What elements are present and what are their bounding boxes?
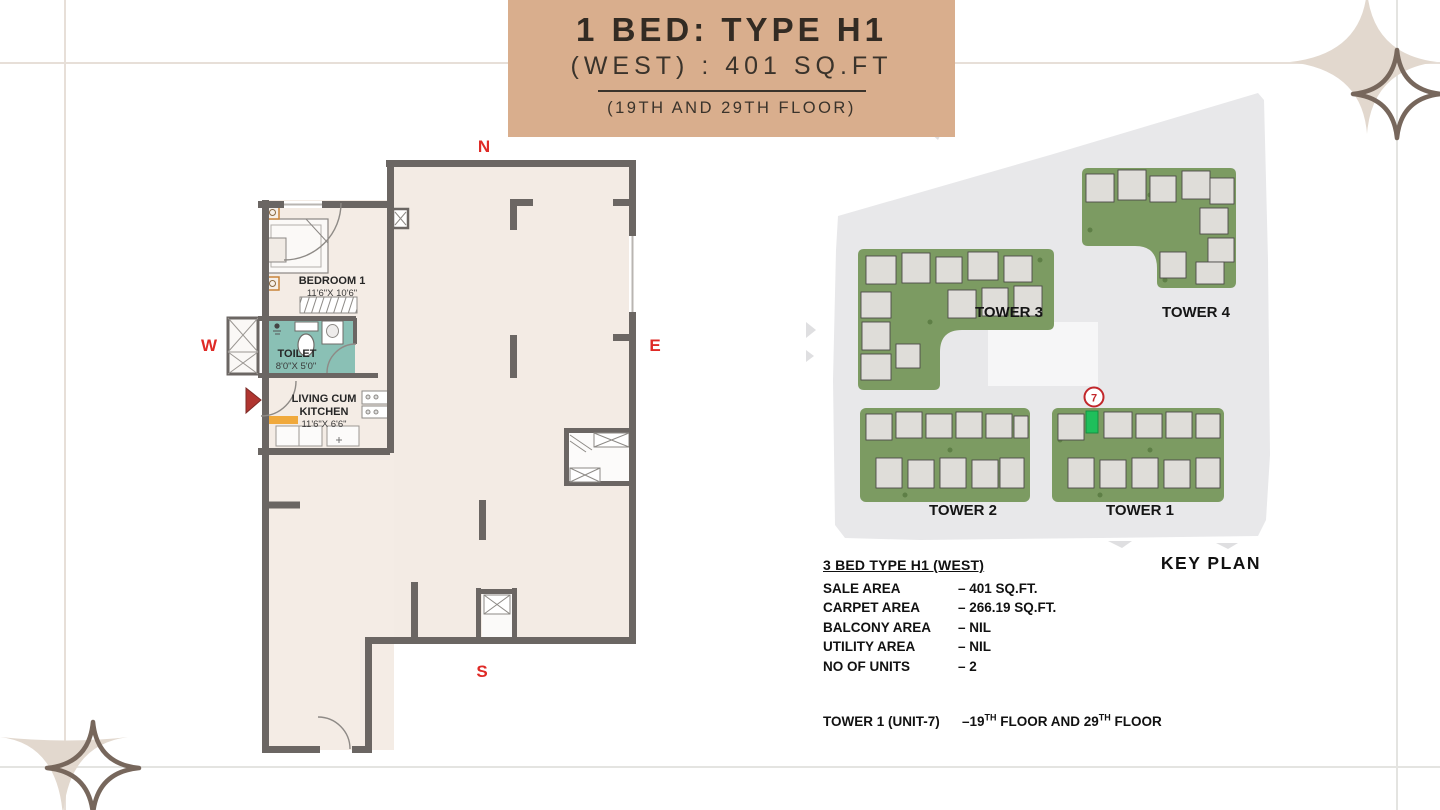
key-plan-heading: KEY PLAN [1160,553,1262,573]
sparkle-decoration-bottom-left [0,655,165,810]
spec-title: 3 BED TYPE H1 (WEST) [823,557,985,573]
banner-floors: (19TH AND 29TH FLOOR) [607,99,856,117]
spec-row [823,657,1056,677]
tower1-label: TOWER 1 [1105,502,1175,519]
duct-shaft-left [228,318,258,374]
compass-west: W [200,336,218,355]
spec-footer-value: –19TH FLOOR AND 29TH FLOOR [962,712,1162,729]
tower4-label: TOWER 4 [1161,304,1231,321]
spec-row-value: – NIL [958,619,992,635]
living-label-line2: KITCHEN [299,406,349,418]
sparkle-decoration-top-right [1280,0,1440,150]
toilet-dims: 8'0"X 5'0" [275,361,317,372]
toilet-label: TOILET [277,348,317,360]
key-plan [795,80,1295,580]
sparkle-filled-icon [0,657,129,810]
spec-row-value: – NIL [958,639,992,654]
duct-box-icon [393,209,408,228]
title-banner [508,0,955,137]
hall-area [390,160,632,640]
spec-row [823,579,1056,599]
kitchen-counter [266,416,298,424]
banner-divider [598,90,866,92]
living-dims: 11'6"X 6'6" [301,419,347,430]
spec-row [823,618,1056,638]
page-subtitle: (WEST) : 401 SQ.FT [570,52,893,80]
sparkle-filled-icon [1290,0,1437,134]
spec-row-label: UTILITY AREA [823,639,916,654]
unit-marker [1085,388,1104,407]
compass-east: E [649,336,661,355]
tower1-cluster [1052,408,1224,502]
spec-block [823,556,1056,676]
spec-row-label: BALCONY AREA [823,619,932,635]
highlighted-unit [1086,411,1098,433]
spec-row-label: CARPET AREA [823,600,921,615]
page-title: 1 BED: TYPE H1 [576,11,887,48]
compass-north: N [477,137,491,156]
spec-row-label: NO OF UNITS [823,658,910,674]
spec-row-value: – 266.19 SQ.FT. [958,600,1057,615]
entry-arrow-icon [246,388,261,413]
spec-footer-label: TOWER 1 (UNIT-7) [823,714,940,729]
unit-marker-number: 7 [1090,392,1098,405]
spec-row-value: – 401 SQ.FT. [958,580,1038,596]
tower3-label: TOWER 3 [974,304,1044,321]
wardrobe-icon [300,297,357,313]
tower2-cluster [860,408,1030,502]
spec-row [823,637,1056,657]
bedroom-dims: 11'6"X 10'6" [306,288,358,299]
spec-row [823,598,1056,618]
bedroom-label: BEDROOM 1 [298,275,366,287]
lift-shaft-bottom [478,588,515,641]
spec-rows [823,579,1056,677]
spec-footer [823,714,1162,729]
spec-row-value: – 2 [958,658,977,674]
kitchen-appliances-icon [362,391,388,418]
spec-row-label: SALE AREA [823,580,901,596]
stair-block-right [566,428,632,486]
compass-south: S [476,662,488,681]
bedroom-bed-icon [266,219,328,273]
clubhouse-block [988,322,1098,386]
living-label-line1: LIVING CUM [291,393,357,405]
floor-plan [195,128,670,768]
tower2-label: TOWER 2 [928,502,998,519]
toilet-sink-icon [322,321,343,344]
